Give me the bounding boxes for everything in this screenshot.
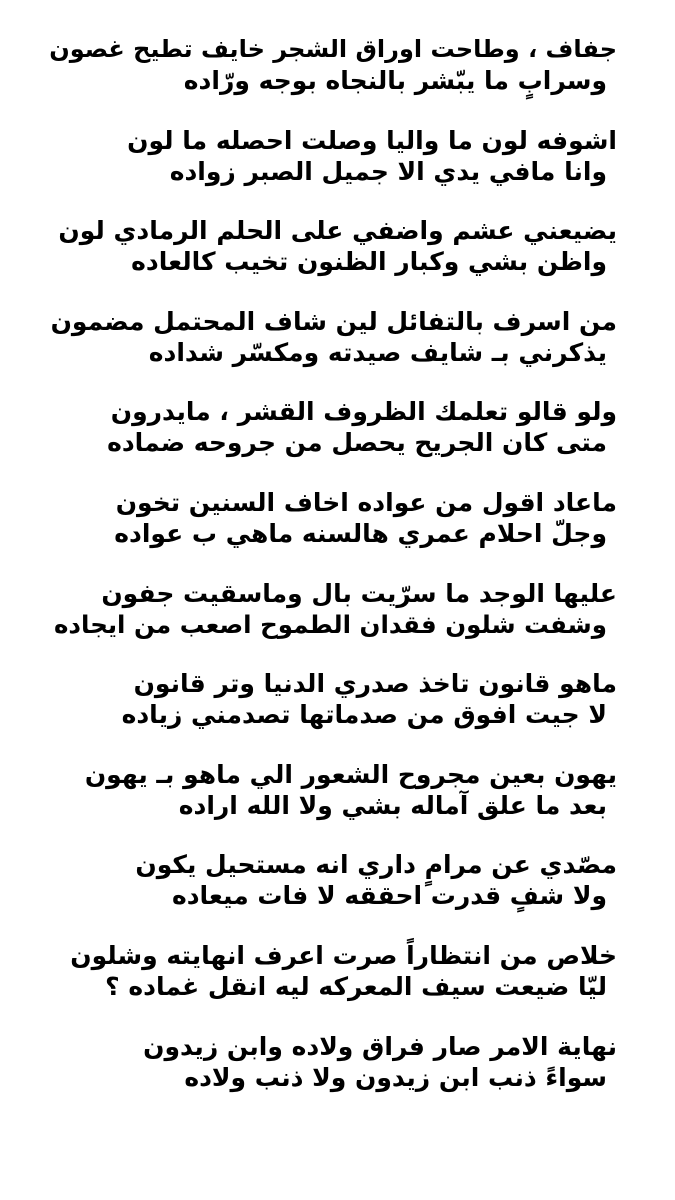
- verse-line: جفاف ، وطاحت اوراق الشجر خايف تطيح غصون: [49, 35, 617, 63]
- verse-line: وانا مافي يدي الا جميل الصبر زواده: [169, 156, 607, 186]
- verse-line: مصّدي عن مرامٍ داري انه مستحيل يكون: [135, 850, 617, 880]
- stanza-4: [0, 306, 675, 397]
- verse-line: ولا شفٍ قدرت احققه لا فات ميعاده: [171, 881, 607, 911]
- stanza-3: [0, 215, 675, 306]
- verse-line: خلاص من انتظاراً صرت اعرف انهايته وشلون: [70, 940, 617, 970]
- verse-line: نهاية الامر صار فراق ولاده وابن زيدون: [143, 1031, 617, 1061]
- verse-line: ماهو قانون تاخذ صدري الدنيا وتر قانون: [133, 669, 617, 699]
- verse-line: لا جيت افوق من صدماتها تصدمني زياده: [121, 700, 607, 730]
- verse-line: ولو قالو تعلمك الظروف القشر ، مايدرون: [110, 397, 617, 427]
- verse-line: عليها الوجد ما سرّيت بال وماسقيت جفون: [101, 578, 617, 608]
- stanza-10: [0, 849, 675, 940]
- verse-line: متى كان الجريح يحصل من جروحه ضماده: [107, 428, 607, 458]
- verse-line: ماعاد اقول من عواده اخاف السنين تخون: [115, 487, 617, 517]
- stanza-5: [0, 396, 675, 487]
- stanza-2: [0, 125, 675, 216]
- verse-line: وجلّ احلام عمري هالسنه ماهي ب عواده: [114, 518, 607, 548]
- verse-line: يضيعني عشم واضفي على الحلم الرمادي لون: [58, 216, 617, 246]
- verse-line: سواءً ذنب ابن زيدون ولا ذنب ولاده: [184, 1062, 607, 1092]
- verse-line: واظن بشي وكبار الظنون تخيب كالعاده: [131, 247, 607, 277]
- verse-line: اشوفه لون ما واليا وصلت احصله ما لون: [127, 125, 617, 155]
- stanza-9: [0, 759, 675, 850]
- stanza-6: [0, 487, 675, 578]
- poem-text: [0, 34, 675, 1121]
- verse-line: وسرابٍ ما يبّشر بالنجاه بوجه ورّاده: [183, 66, 607, 95]
- verse-line: ليّا ضيعت سيف المعركه ليه انقل غماده ؟: [105, 971, 607, 1001]
- stanza-1: [0, 34, 675, 125]
- verse-line: وشفت شلون فقدان الطموح اصعب من ايجاده: [53, 609, 607, 639]
- stanza-12: [0, 1031, 675, 1122]
- stanza-7: [0, 578, 675, 669]
- stanza-11: [0, 940, 675, 1031]
- stanza-8: [0, 668, 675, 759]
- verse-line: يذكرني بـ شايف صيدته ومكسّر شداده: [148, 337, 607, 367]
- verse-line: يهون بعين مجروح الشعور الي ماهو بـ يهون: [84, 759, 617, 789]
- verse-line: بعد ما علق آماله بشي ولا الله اراده: [178, 790, 607, 820]
- verse-line: من اسرف بالتفائل لين شاف المحتمل مضمون: [50, 306, 617, 336]
